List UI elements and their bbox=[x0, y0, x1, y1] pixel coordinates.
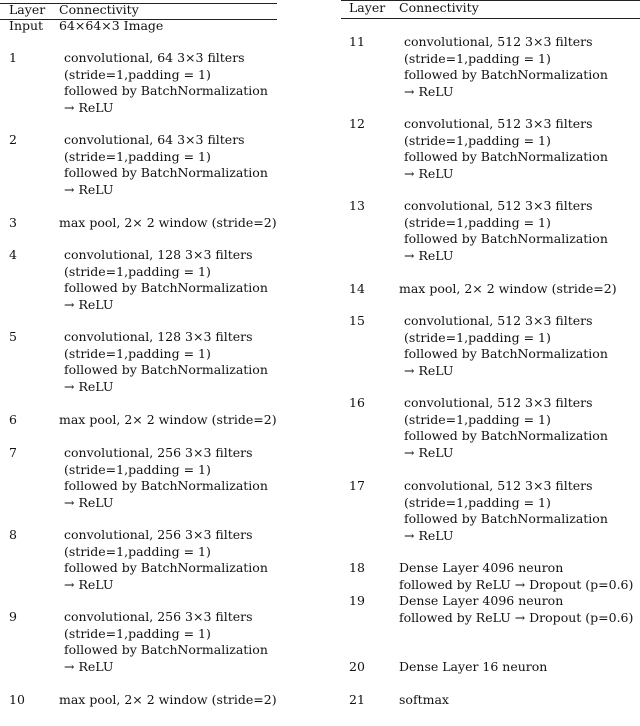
connectivity-line: (stride=1,padding = 1) bbox=[404, 214, 551, 230]
layer-number: 17 bbox=[349, 478, 365, 493]
connectivity-line: (stride=1,padding = 1) bbox=[64, 345, 211, 361]
layer-number: 20 bbox=[349, 659, 365, 674]
layer-number: 12 bbox=[349, 116, 365, 131]
left-header-connectivity: Connectivity bbox=[59, 2, 139, 17]
connectivity-line: → ReLU bbox=[64, 494, 114, 510]
connectivity-line: followed by BatchNormalization bbox=[404, 231, 608, 246]
right-header-rule bbox=[341, 18, 640, 19]
connectivity-line: followed by ReLU → Dropout (p=0.6) bbox=[399, 609, 634, 625]
connectivity-line: convolutional, 512 3×3 filters bbox=[404, 478, 593, 493]
connectivity-line: followed by BatchNormalization bbox=[64, 83, 268, 98]
connectivity-line: → ReLU bbox=[64, 576, 114, 592]
connectivity-line: Dense Layer 4096 neuron bbox=[399, 560, 564, 575]
connectivity-line: → ReLU bbox=[404, 527, 454, 543]
connectivity-line: followed by BatchNormalization bbox=[64, 478, 268, 493]
connectivity-line: max pool, 2× 2 window (stride=2) bbox=[59, 215, 277, 230]
layer-number: 15 bbox=[349, 313, 365, 328]
connectivity-line: convolutional, 128 3×3 filters bbox=[64, 329, 253, 344]
connectivity-line: → ReLU bbox=[404, 165, 454, 181]
connectivity-line: → ReLU bbox=[64, 296, 114, 312]
connectivity-line: softmax bbox=[399, 692, 449, 707]
connectivity-line: followed by BatchNormalization bbox=[64, 642, 268, 657]
connectivity-line: (stride=1,padding = 1) bbox=[404, 50, 551, 66]
layer-number: 2 bbox=[9, 132, 17, 147]
connectivity-line: convolutional, 512 3×3 filters bbox=[404, 313, 593, 328]
connectivity-line: (stride=1,padding = 1) bbox=[404, 132, 551, 148]
connectivity-line: convolutional, 256 3×3 filters bbox=[64, 527, 253, 542]
connectivity-line: followed by BatchNormalization bbox=[64, 165, 268, 180]
connectivity-line: convolutional, 64 3×3 filters bbox=[64, 132, 245, 147]
connectivity-line: (stride=1,padding = 1) bbox=[64, 625, 211, 641]
right-header-connectivity: Connectivity bbox=[399, 0, 479, 15]
layer-number: 19 bbox=[349, 593, 365, 608]
connectivity-line: convolutional, 512 3×3 filters bbox=[404, 198, 593, 213]
layer-number: 10 bbox=[9, 692, 25, 707]
connectivity-line: convolutional, 64 3×3 filters bbox=[64, 50, 245, 65]
connectivity-line: (stride=1,padding = 1) bbox=[64, 461, 211, 477]
connectivity-line: convolutional, 256 3×3 filters bbox=[64, 609, 253, 624]
connectivity-line: followed by BatchNormalization bbox=[404, 428, 608, 443]
layer-number: 9 bbox=[9, 609, 17, 624]
connectivity-line: max pool, 2× 2 window (stride=2) bbox=[59, 412, 277, 427]
layer-number: 4 bbox=[9, 247, 17, 262]
layer-number: 16 bbox=[349, 395, 365, 410]
connectivity-line: (stride=1,padding = 1) bbox=[64, 66, 211, 82]
layer-number: 21 bbox=[349, 692, 365, 707]
connectivity-line: → ReLU bbox=[64, 658, 114, 674]
connectivity-line: convolutional, 512 3×3 filters bbox=[404, 34, 593, 49]
connectivity-line: → ReLU bbox=[64, 99, 114, 115]
connectivity-line: (stride=1,padding = 1) bbox=[404, 329, 551, 345]
layer-number: 18 bbox=[349, 560, 365, 575]
layer-number: 7 bbox=[9, 445, 17, 460]
connectivity-line: → ReLU bbox=[64, 181, 114, 197]
connectivity-line: followed by BatchNormalization bbox=[404, 511, 608, 526]
connectivity-line: max pool, 2× 2 window (stride=2) bbox=[59, 692, 277, 707]
connectivity-line: (stride=1,padding = 1) bbox=[404, 494, 551, 510]
connectivity-line: (stride=1,padding = 1) bbox=[64, 148, 211, 164]
connectivity-line: max pool, 2× 2 window (stride=2) bbox=[399, 281, 617, 296]
connectivity-line: 64×64×3 Image bbox=[59, 18, 164, 33]
connectivity-line: convolutional, 512 3×3 filters bbox=[404, 395, 593, 410]
connectivity-line: convolutional, 128 3×3 filters bbox=[64, 247, 253, 262]
right-header-layer: Layer bbox=[349, 0, 386, 15]
connectivity-line: followed by BatchNormalization bbox=[404, 149, 608, 164]
layer-number: 3 bbox=[9, 215, 17, 230]
connectivity-line: → ReLU bbox=[64, 378, 114, 394]
connectivity-line: → ReLU bbox=[404, 362, 454, 378]
layer-number: 8 bbox=[9, 527, 17, 542]
connectivity-line: followed by BatchNormalization bbox=[404, 346, 608, 361]
connectivity-line: → ReLU bbox=[404, 83, 454, 99]
left-header-layer: Layer bbox=[9, 2, 46, 17]
layer-number: 6 bbox=[9, 412, 17, 427]
connectivity-line: (stride=1,padding = 1) bbox=[64, 263, 211, 279]
connectivity-line: followed by BatchNormalization bbox=[64, 560, 268, 575]
connectivity-line: (stride=1,padding = 1) bbox=[64, 543, 211, 559]
layer-number: 11 bbox=[349, 34, 365, 49]
layer-number: 1 bbox=[9, 50, 17, 65]
connectivity-line: → ReLU bbox=[404, 247, 454, 263]
connectivity-line: followed by BatchNormalization bbox=[64, 362, 268, 377]
layer-number: Input bbox=[9, 18, 44, 33]
right-top-rule bbox=[341, 0, 640, 1]
connectivity-line: → ReLU bbox=[404, 444, 454, 460]
connectivity-line: followed by BatchNormalization bbox=[404, 67, 608, 82]
connectivity-line: convolutional, 256 3×3 filters bbox=[64, 445, 253, 460]
connectivity-line: (stride=1,padding = 1) bbox=[404, 411, 551, 427]
layer-number: 13 bbox=[349, 198, 365, 213]
connectivity-line: followed by ReLU → Dropout (p=0.6) bbox=[399, 576, 634, 592]
connectivity-line: followed by BatchNormalization bbox=[64, 280, 268, 295]
layer-number: 14 bbox=[349, 281, 365, 296]
connectivity-line: Dense Layer 4096 neuron bbox=[399, 593, 564, 608]
connectivity-line: convolutional, 512 3×3 filters bbox=[404, 116, 593, 131]
connectivity-line: Dense Layer 16 neuron bbox=[399, 659, 548, 674]
layer-number: 5 bbox=[9, 329, 17, 344]
